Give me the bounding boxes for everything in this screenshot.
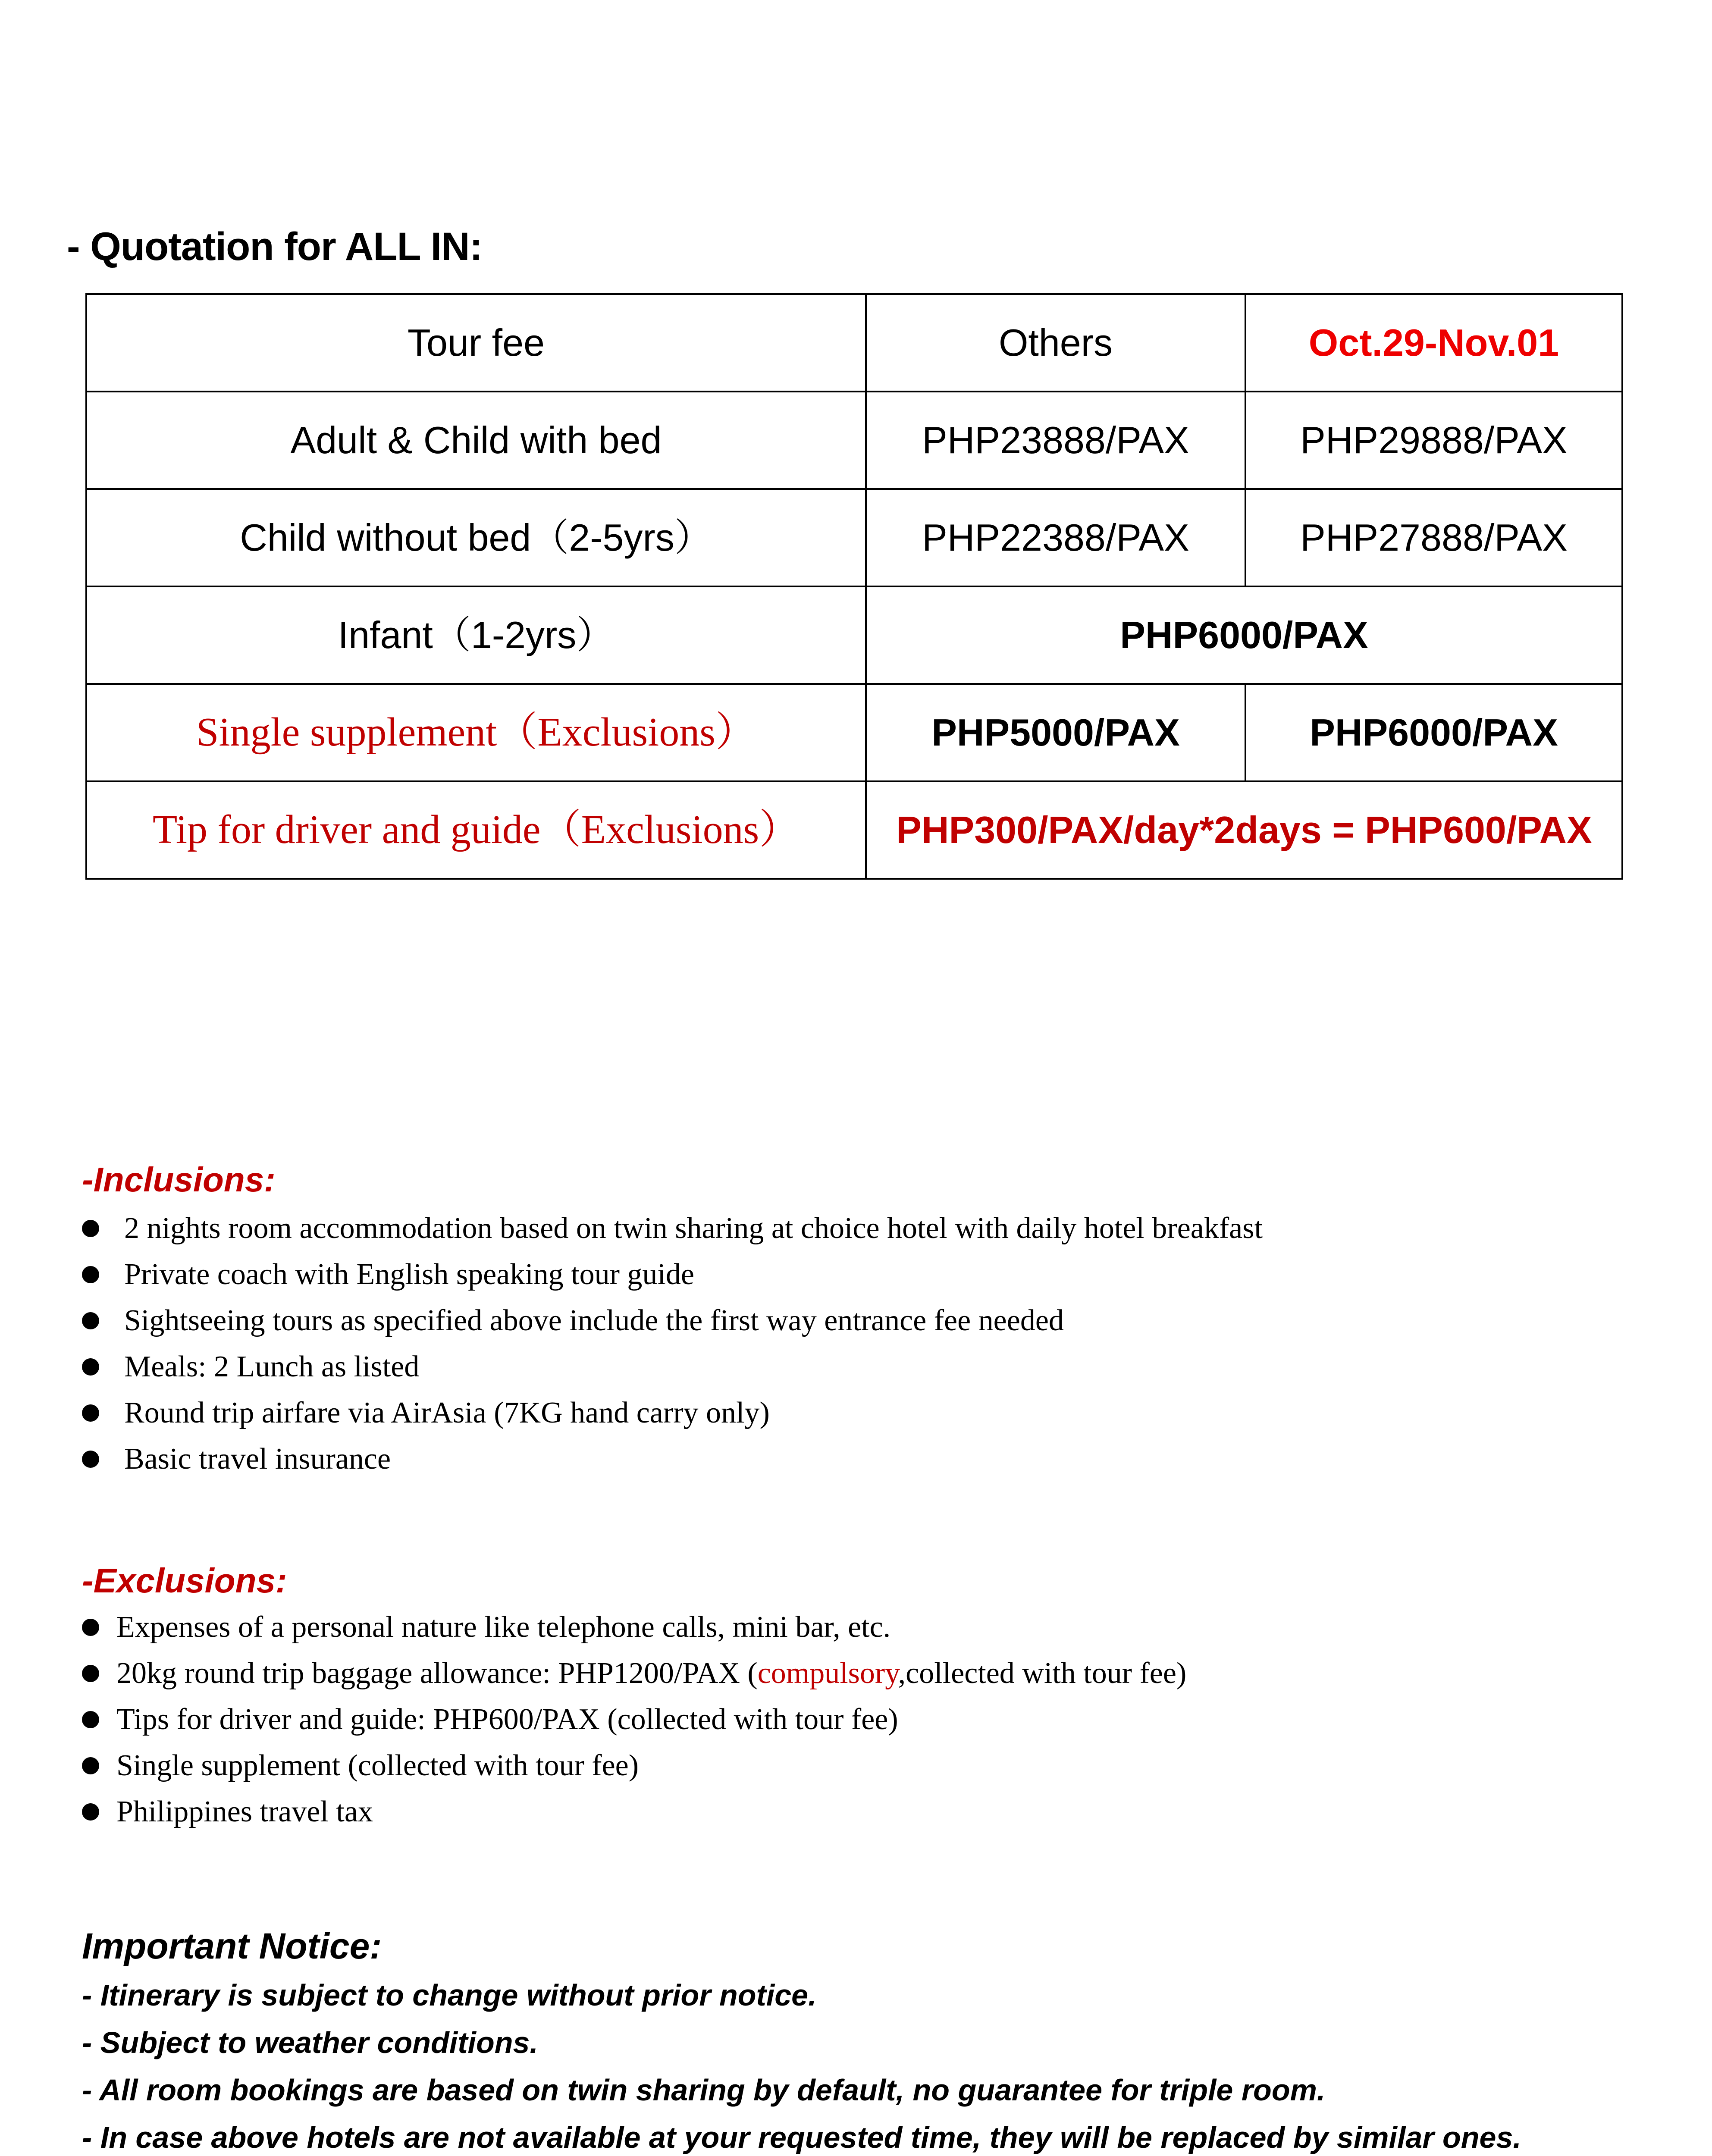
price-period: PHP27888/PAX: [1245, 489, 1622, 586]
table-row: [86, 684, 1622, 781]
list-item-text: Private coach with English speaking tour guide: [124, 1257, 694, 1291]
table-row: [86, 781, 1622, 879]
list-item: [82, 1390, 1263, 1436]
list-item-text: 2 nights room accommodation based on twin sharing at choice hotel with daily hotel breakfast: [124, 1211, 1263, 1245]
notice-line: - Subject to weather conditions.: [82, 2026, 538, 2059]
inclusions-list: [82, 1205, 1263, 1482]
bullet-icon: [82, 1665, 99, 1682]
list-item-text: Meals: 2 Lunch as listed: [124, 1350, 420, 1383]
list-item: [82, 1205, 1263, 1251]
important-notice: [82, 1925, 1580, 2156]
table-header-row: [86, 294, 1622, 392]
list-item: [82, 1251, 1263, 1297]
quotation-table: [85, 293, 1623, 880]
bullet-icon: [82, 1619, 99, 1636]
table-row: [86, 586, 1622, 684]
price-period: PHP29888/PAX: [1245, 392, 1622, 489]
bullet-icon: [82, 1358, 99, 1376]
list-item-text: Basic travel insurance: [124, 1442, 391, 1476]
bullet-icon: [82, 1220, 99, 1237]
page-title: - Quotation for ALL IN:: [67, 225, 483, 269]
exclusions-title: -Exclusions:: [82, 1561, 287, 1600]
header-tour-fee: Tour fee: [86, 294, 866, 392]
notice-line: - In case above hotels are not available at your requested time, they will be replaced by similar ones.: [82, 2121, 1521, 2154]
list-item: [82, 1436, 1263, 1482]
list-item-text-end: ,collected with tour fee): [898, 1656, 1187, 1690]
row-label: Tip for driver and guide（Exclusions）: [86, 781, 866, 879]
list-item: [82, 1742, 1186, 1789]
list-item: [82, 1297, 1263, 1344]
price-others: PHP5000/PAX: [866, 684, 1245, 781]
compulsory-highlight: compulsory: [757, 1656, 898, 1690]
row-label: Single supplement（Exclusions）: [86, 684, 866, 781]
list-item: [82, 1344, 1263, 1390]
bullet-icon: [82, 1757, 99, 1774]
table-row: [86, 489, 1622, 586]
notice-title: Important Notice:: [82, 1926, 382, 1966]
list-item-text: Expenses of a personal nature like telephone calls, mini bar, etc.: [116, 1610, 891, 1644]
price-others: PHP23888/PAX: [866, 392, 1245, 489]
table-row: [86, 392, 1622, 489]
list-item-text: Single supplement (collected with tour fee): [116, 1749, 639, 1782]
price-others: PHP22388/PAX: [866, 489, 1245, 586]
row-label: Adult & Child with bed: [86, 392, 866, 489]
list-item-text-start: 20kg round trip baggage allowance: PHP1200/PAX (: [116, 1656, 758, 1690]
notice-line: - All room bookings are based on twin sharing by default, no guarantee for triple room.: [82, 2073, 1326, 2107]
price-merged: PHP300/PAX/day*2days = PHP600/PAX: [866, 781, 1622, 879]
bullet-icon: [82, 1451, 99, 1468]
list-item: [82, 1604, 1186, 1650]
bullet-icon: [82, 1404, 99, 1422]
list-item-text: Round trip airfare via AirAsia (7KG hand carry only): [124, 1396, 770, 1429]
header-date-range: Oct.29-Nov.01: [1245, 294, 1622, 392]
bullet-icon: [82, 1803, 99, 1821]
list-item: [82, 1789, 1186, 1835]
notice-line: - Itinerary is subject to change without prior notice.: [82, 1978, 817, 2012]
list-item-text: Tips for driver and guide: PHP600/PAX (collected with tour fee): [116, 1702, 898, 1736]
header-others: Others: [866, 294, 1245, 392]
list-item: [82, 1696, 1186, 1742]
list-item-text: [116, 1656, 1186, 1691]
row-label: Infant（1-2yrs）: [86, 586, 866, 684]
bullet-icon: [82, 1266, 99, 1283]
inclusions-title: -Inclusions:: [82, 1160, 276, 1199]
price-period: PHP6000/PAX: [1245, 684, 1622, 781]
row-label: Child without bed（2-5yrs）: [86, 489, 866, 586]
list-item: [82, 1650, 1186, 1696]
exclusions-list: [82, 1604, 1186, 1835]
list-item-text: Sightseeing tours as specified above include the first way entrance fee needed: [124, 1304, 1064, 1337]
bullet-icon: [82, 1312, 99, 1329]
price-merged: PHP6000/PAX: [866, 586, 1622, 684]
bullet-icon: [82, 1711, 99, 1728]
list-item-text: Philippines travel tax: [116, 1795, 373, 1828]
